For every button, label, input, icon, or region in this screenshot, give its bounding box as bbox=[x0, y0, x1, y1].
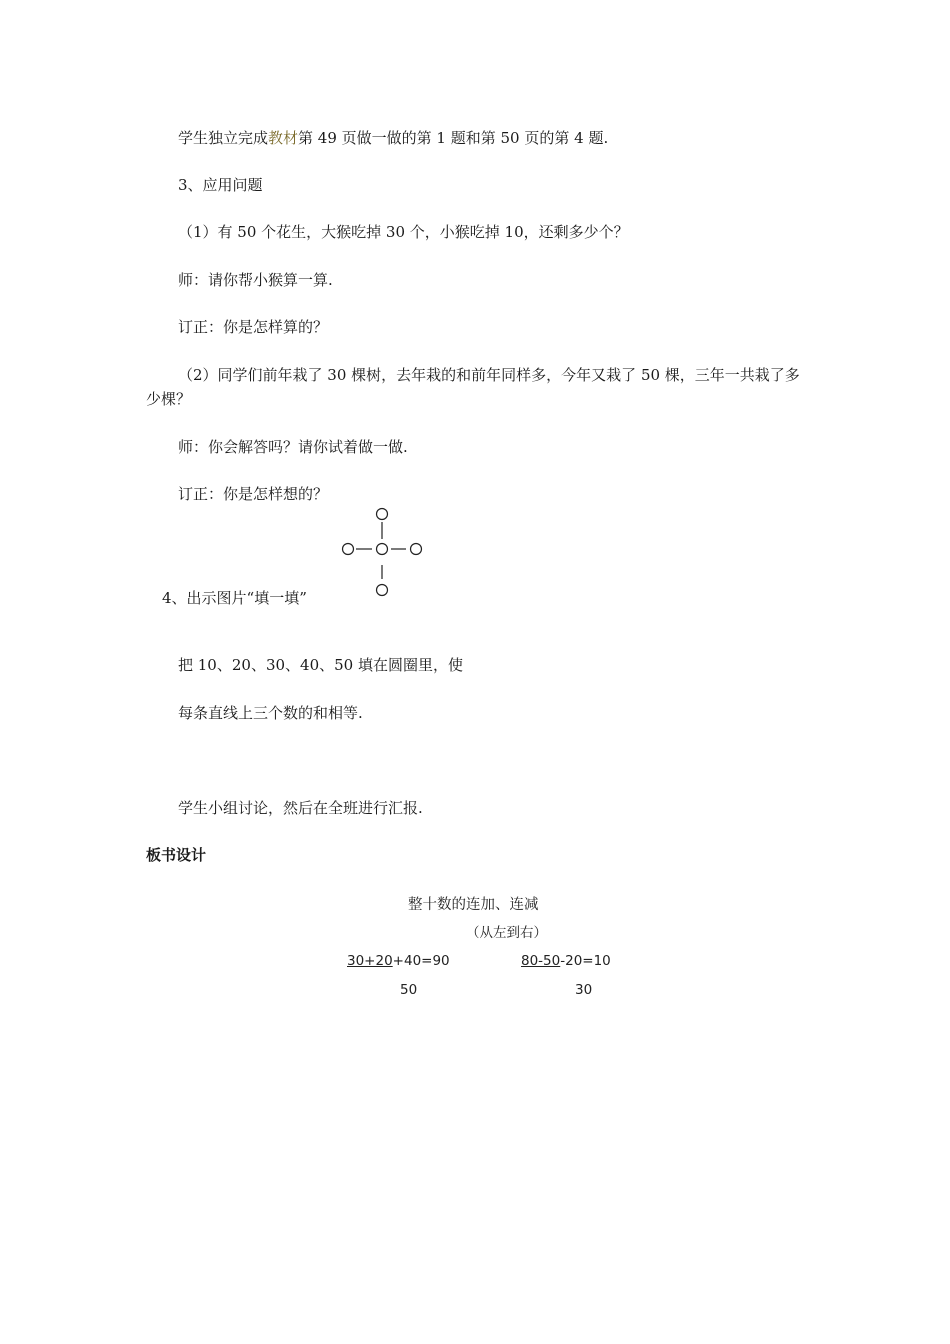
section-3-heading: 3、应用问题 bbox=[178, 176, 263, 194]
board-subtitle: （从左到右） bbox=[466, 925, 547, 941]
board-title: 整十数的连加、连减 bbox=[408, 897, 539, 913]
paragraph-text: 学生独立完成 bbox=[178, 129, 269, 147]
correction-line-2: 订正：你是怎样想的？ bbox=[178, 485, 329, 503]
teacher-line-2: 师：你会解答吗？请你试着做一做. bbox=[178, 438, 408, 456]
diagram-circle-right bbox=[411, 544, 422, 555]
board-left-equation bbox=[347, 953, 450, 969]
diagram-circle-center bbox=[377, 544, 388, 555]
circle-cross-diagram bbox=[336, 505, 428, 597]
board-right-partial: 30 bbox=[575, 982, 593, 998]
question-1: （1）有 50 个花生，大猴吃掉 30 个，小猴吃掉 10，还剩多少个？ bbox=[178, 223, 629, 241]
board-right-equation bbox=[521, 953, 611, 969]
right-underlined-part: 80-50 bbox=[521, 953, 561, 969]
paragraph-text: 第 49 页做一做的第 1 题和第 50 页的第 4 题. bbox=[298, 129, 609, 147]
question-2: （2）同学们前年栽了 30 棵树，去年栽的和前年同样多，今年又栽了 50 棵，三年一共栽了多少棵？ bbox=[146, 366, 800, 408]
teacher-line-1: 师：请你帮小猴算一算. bbox=[178, 271, 333, 289]
board-left-partial: 50 bbox=[400, 982, 418, 998]
board-design-heading: 板书设计 bbox=[146, 846, 207, 864]
fill-instruction-2: 每条直线上三个数的和相等. bbox=[178, 704, 363, 722]
diagram-circle-bottom bbox=[377, 585, 388, 596]
paragraph-textbook bbox=[178, 126, 608, 150]
diagram-circle-top bbox=[377, 509, 388, 520]
left-rest: +40=90 bbox=[392, 953, 450, 969]
left-underlined-part: 30+20 bbox=[347, 953, 393, 969]
section-4-heading: 4、出示图片“填一填” bbox=[162, 589, 307, 607]
right-rest: -20=10 bbox=[560, 953, 611, 969]
correction-line-1: 订正：你是怎样算的？ bbox=[178, 318, 329, 336]
diagram-circle-left bbox=[343, 544, 354, 555]
group-discussion: 学生小组讨论，然后在全班进行汇报. bbox=[178, 799, 423, 817]
fill-instruction-1: 把 10、20、30、40、50 填在圆圈里，使 bbox=[178, 656, 463, 674]
textbook-link-text: 教材 bbox=[268, 129, 299, 147]
